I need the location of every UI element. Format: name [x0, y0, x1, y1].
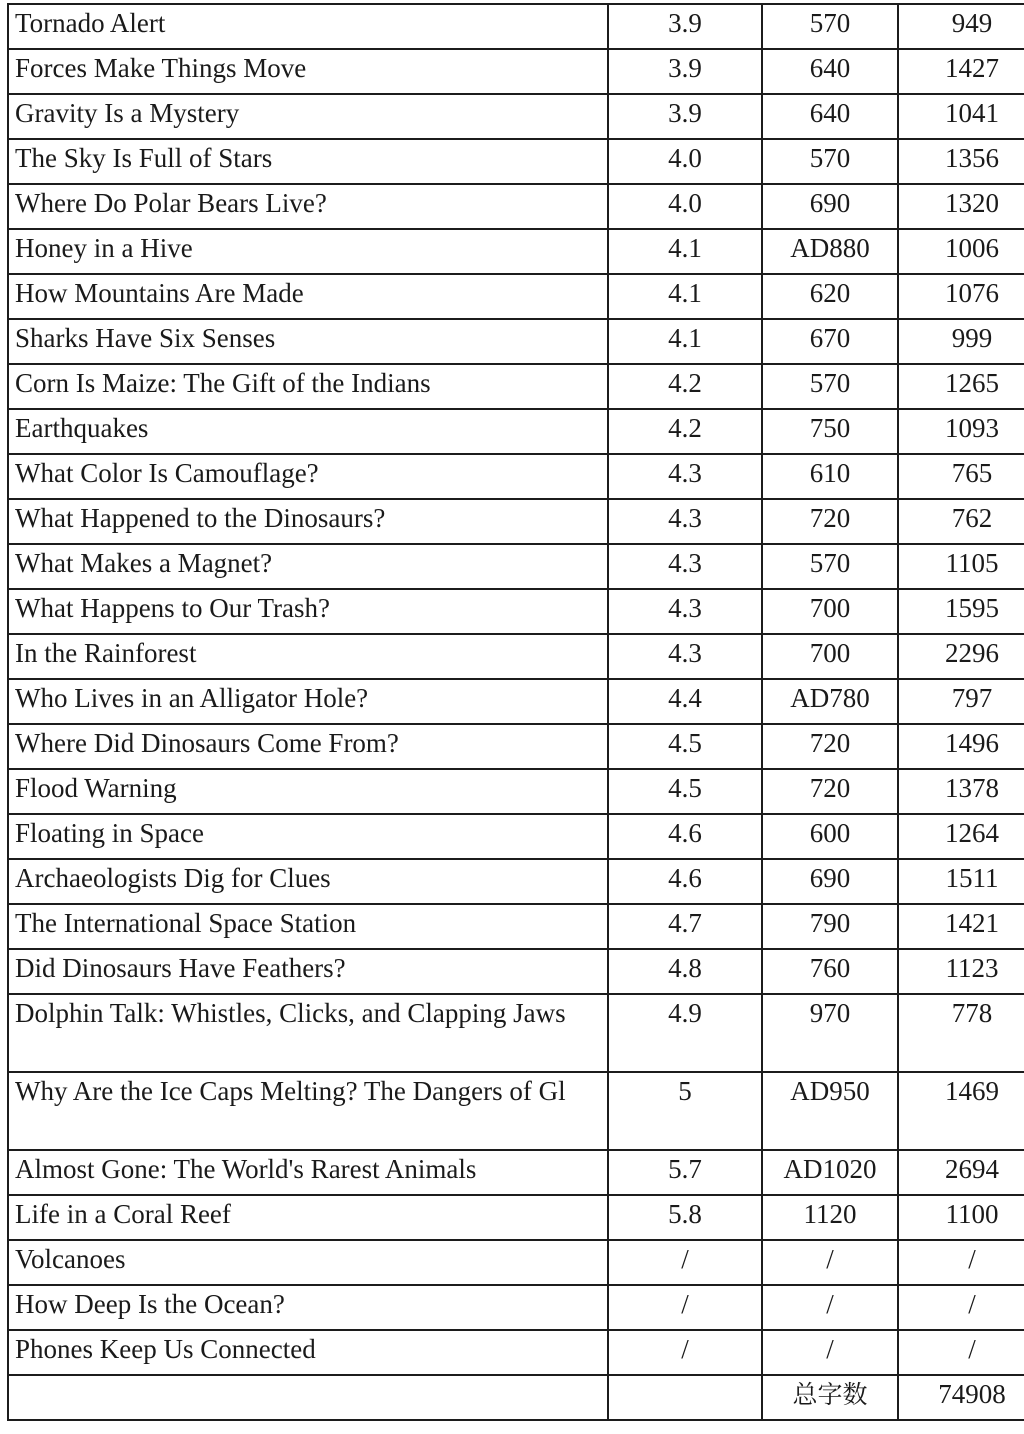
book-title-cell: Honey in a Hive [8, 229, 608, 274]
lexile-cell: / [762, 1285, 898, 1330]
table-row [8, 409, 1024, 454]
reading-level-cell: 3.9 [608, 49, 762, 94]
word-count-cell: 1421 [898, 904, 1024, 949]
book-title-cell: The International Space Station [8, 904, 608, 949]
total-row [8, 1375, 1024, 1420]
reading-level-cell: 4.4 [608, 679, 762, 724]
word-count-cell: 999 [898, 319, 1024, 364]
book-title-cell: Life in a Coral Reef [8, 1195, 608, 1240]
lexile-cell: / [762, 1240, 898, 1285]
table-row [8, 1240, 1024, 1285]
table-row [8, 1285, 1024, 1330]
book-title-cell: Tornado Alert [8, 4, 608, 49]
lexile-cell: 760 [762, 949, 898, 994]
reading-level-cell: 4.9 [608, 994, 762, 1072]
total-words-value: 74908 [898, 1375, 1024, 1420]
book-title-cell: What Happened to the Dinosaurs? [8, 499, 608, 544]
table-body [8, 4, 1024, 1420]
word-count-cell: 1595 [898, 589, 1024, 634]
word-count-cell: 1105 [898, 544, 1024, 589]
word-count-cell: 1356 [898, 139, 1024, 184]
table-row [8, 1150, 1024, 1195]
table-row [8, 364, 1024, 409]
word-count-cell: 1469 [898, 1072, 1024, 1150]
reading-level-cell: 3.9 [608, 4, 762, 49]
table-row [8, 769, 1024, 814]
lexile-cell: 700 [762, 634, 898, 679]
lexile-cell: 690 [762, 184, 898, 229]
book-title-cell: Dolphin Talk: Whistles, Clicks, and Clapping Jaws [8, 994, 608, 1072]
lexile-cell: 720 [762, 499, 898, 544]
reading-level-cell: 4.2 [608, 409, 762, 454]
book-title-cell: Who Lives in an Alligator Hole? [8, 679, 608, 724]
word-count-cell: 2296 [898, 634, 1024, 679]
book-list-table [7, 3, 1024, 1421]
reading-level-cell: 4.1 [608, 319, 762, 364]
word-count-cell: 1264 [898, 814, 1024, 859]
table-row [8, 544, 1024, 589]
table-row [8, 814, 1024, 859]
reading-level-cell: / [608, 1240, 762, 1285]
table-row [8, 904, 1024, 949]
table-row [8, 94, 1024, 139]
word-count-cell: 1041 [898, 94, 1024, 139]
table-row [8, 1072, 1024, 1150]
book-title-cell: Floating in Space [8, 814, 608, 859]
table-row [8, 634, 1024, 679]
table-row [8, 274, 1024, 319]
total-empty-cell [8, 1375, 608, 1420]
table-row [8, 1330, 1024, 1375]
book-title-cell: Phones Keep Us Connected [8, 1330, 608, 1375]
reading-level-cell: / [608, 1330, 762, 1375]
book-title-cell: Flood Warning [8, 769, 608, 814]
table-row [8, 184, 1024, 229]
table-row [8, 4, 1024, 49]
word-count-cell: 765 [898, 454, 1024, 499]
word-count-cell: 949 [898, 4, 1024, 49]
lexile-cell: 640 [762, 49, 898, 94]
book-title-cell: Why Are the Ice Caps Melting? The Dangers of Gl [8, 1072, 608, 1150]
reading-level-cell: 5 [608, 1072, 762, 1150]
table-row [8, 49, 1024, 94]
reading-level-cell: 4.5 [608, 769, 762, 814]
reading-level-cell: 4.8 [608, 949, 762, 994]
word-count-cell: 1378 [898, 769, 1024, 814]
reading-level-cell: 4.1 [608, 229, 762, 274]
lexile-cell: 610 [762, 454, 898, 499]
lexile-cell: 600 [762, 814, 898, 859]
word-count-cell: 1511 [898, 859, 1024, 904]
total-words-label: 总字数 [762, 1375, 898, 1420]
word-count-cell: 1320 [898, 184, 1024, 229]
book-title-cell: What Happens to Our Trash? [8, 589, 608, 634]
book-title-cell: In the Rainforest [8, 634, 608, 679]
book-title-cell: Archaeologists Dig for Clues [8, 859, 608, 904]
word-count-cell: 1427 [898, 49, 1024, 94]
book-title-cell: Gravity Is a Mystery [8, 94, 608, 139]
table-row [8, 589, 1024, 634]
lexile-cell: 700 [762, 589, 898, 634]
table-row [8, 994, 1024, 1072]
total-empty-cell [608, 1375, 762, 1420]
table-row [8, 724, 1024, 769]
reading-level-cell: 5.7 [608, 1150, 762, 1195]
lexile-cell: 970 [762, 994, 898, 1072]
reading-level-cell: 4.0 [608, 139, 762, 184]
book-title-cell: What Color Is Camouflage? [8, 454, 608, 499]
book-title-cell: Almost Gone: The World's Rarest Animals [8, 1150, 608, 1195]
table-row [8, 229, 1024, 274]
reading-level-cell: 4.1 [608, 274, 762, 319]
lexile-cell: 570 [762, 4, 898, 49]
word-count-cell: 1006 [898, 229, 1024, 274]
reading-level-cell: 4.5 [608, 724, 762, 769]
book-title-cell: Sharks Have Six Senses [8, 319, 608, 364]
book-title-cell: Where Did Dinosaurs Come From? [8, 724, 608, 769]
book-title-cell: The Sky Is Full of Stars [8, 139, 608, 184]
book-title-cell: Earthquakes [8, 409, 608, 454]
reading-level-cell: 4.3 [608, 589, 762, 634]
book-title-cell: Where Do Polar Bears Live? [8, 184, 608, 229]
word-count-cell: / [898, 1240, 1024, 1285]
table-row [8, 1195, 1024, 1240]
reading-level-cell: 4.6 [608, 814, 762, 859]
lexile-cell: AD1020 [762, 1150, 898, 1195]
table-row [8, 679, 1024, 724]
reading-level-cell: / [608, 1285, 762, 1330]
book-title-cell: Did Dinosaurs Have Feathers? [8, 949, 608, 994]
reading-level-cell: 4.3 [608, 499, 762, 544]
lexile-cell: 720 [762, 724, 898, 769]
book-title-cell: How Mountains Are Made [8, 274, 608, 319]
lexile-cell: 690 [762, 859, 898, 904]
word-count-cell: 1123 [898, 949, 1024, 994]
word-count-cell: 797 [898, 679, 1024, 724]
book-title-cell: Forces Make Things Move [8, 49, 608, 94]
word-count-cell: 778 [898, 994, 1024, 1072]
word-count-cell: 2694 [898, 1150, 1024, 1195]
word-count-cell: 1265 [898, 364, 1024, 409]
book-title-cell: Volcanoes [8, 1240, 608, 1285]
lexile-cell: 720 [762, 769, 898, 814]
table-row [8, 454, 1024, 499]
word-count-cell: 762 [898, 499, 1024, 544]
book-title-cell: Corn Is Maize: The Gift of the Indians [8, 364, 608, 409]
lexile-cell: 570 [762, 139, 898, 184]
reading-level-cell: 4.7 [608, 904, 762, 949]
table-row [8, 139, 1024, 184]
book-title-cell: How Deep Is the Ocean? [8, 1285, 608, 1330]
reading-level-cell: 3.9 [608, 94, 762, 139]
lexile-cell: 620 [762, 274, 898, 319]
reading-level-cell: 4.0 [608, 184, 762, 229]
word-count-cell: 1496 [898, 724, 1024, 769]
reading-level-cell: 4.3 [608, 454, 762, 499]
table-row [8, 949, 1024, 994]
lexile-cell: 570 [762, 544, 898, 589]
lexile-cell: 640 [762, 94, 898, 139]
table-row [8, 319, 1024, 364]
lexile-cell: AD880 [762, 229, 898, 274]
word-count-cell: 1100 [898, 1195, 1024, 1240]
word-count-cell: 1093 [898, 409, 1024, 454]
reading-level-cell: 5.8 [608, 1195, 762, 1240]
lexile-cell: 670 [762, 319, 898, 364]
table-row [8, 499, 1024, 544]
lexile-cell: 790 [762, 904, 898, 949]
book-title-cell: What Makes a Magnet? [8, 544, 608, 589]
lexile-cell: / [762, 1330, 898, 1375]
word-count-cell: 1076 [898, 274, 1024, 319]
lexile-cell: 750 [762, 409, 898, 454]
word-count-cell: / [898, 1285, 1024, 1330]
reading-level-cell: 4.2 [608, 364, 762, 409]
lexile-cell: AD780 [762, 679, 898, 724]
lexile-cell: 1120 [762, 1195, 898, 1240]
table-row [8, 859, 1024, 904]
lexile-cell: AD950 [762, 1072, 898, 1150]
reading-level-cell: 4.6 [608, 859, 762, 904]
reading-level-cell: 4.3 [608, 544, 762, 589]
lexile-cell: 570 [762, 364, 898, 409]
word-count-cell: / [898, 1330, 1024, 1375]
reading-level-cell: 4.3 [608, 634, 762, 679]
